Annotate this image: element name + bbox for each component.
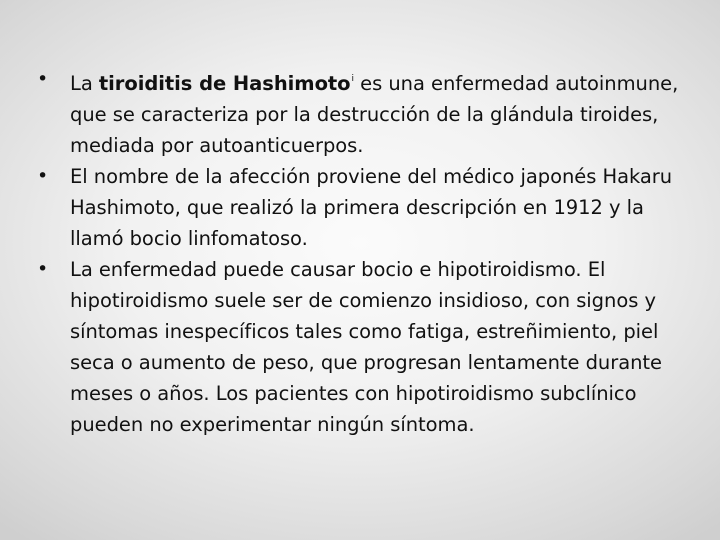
bullet-text: es una enfermedad autoinmune, que se caracteriza por la destrucción de la glándula tiroides, mediada por autoanticuerpos.	[70, 72, 679, 157]
bullet-item-name-origin	[37, 161, 697, 254]
footnote-superscript: i	[351, 74, 354, 84]
bullet-list	[37, 64, 697, 440]
bullet-text-prefix: La	[70, 72, 99, 95]
bullet-icon: •	[37, 165, 49, 187]
bullet-text: La enfermedad puede causar bocio e hipotiroidismo. El hipotiroidismo suele ser de comienzo insidioso, con signos y síntomas inespecíficos tales como fatiga, estreñimiento, piel seca o aumento de peso, que progresan lentamente durante meses o años. Los pacientes con hipotiroidismo subclínico pueden no experimentar ningún síntoma.	[70, 258, 662, 436]
bullet-icon: •	[37, 258, 49, 280]
bullet-item-hashimoto-definition	[37, 64, 697, 161]
bullet-text: El nombre de la afección proviene del médico japonés Hakaru Hashimoto, que realizó la primera descripción en 1912 y la llamó bocio linfomatoso.	[70, 165, 673, 250]
bullet-icon: •	[37, 68, 49, 90]
bullet-item-symptoms	[37, 254, 697, 440]
bullet-bold-term: tiroiditis de Hashimoto	[98, 72, 351, 95]
